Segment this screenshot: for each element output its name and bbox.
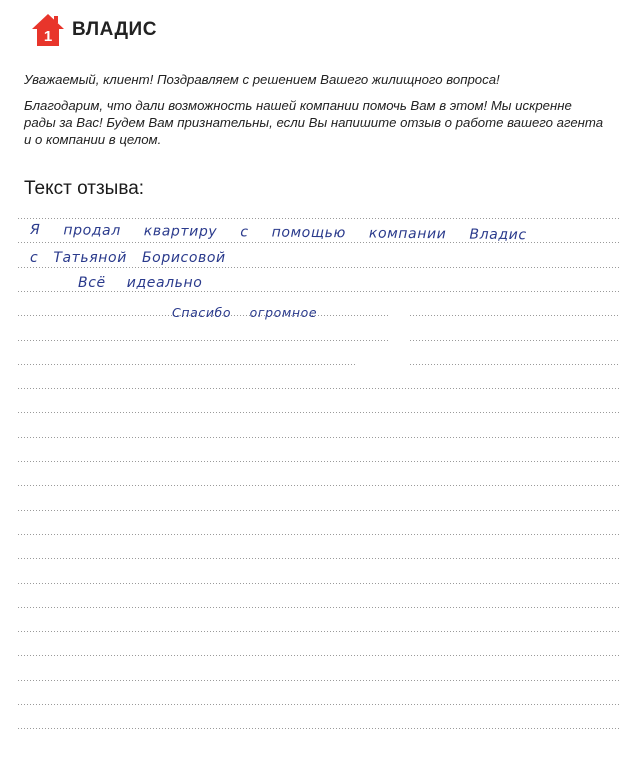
review-title: Текст отзыва:: [24, 178, 145, 199]
logo-digit: 1: [43, 28, 53, 45]
brand-name: ВЛАДИС: [72, 19, 157, 40]
thanks-text: Благодарим, что дали возможность нашей компании помочь Вам в этом! Мы искренне рады за Вас! Будем Вам признательны, если Вы напишите отзыв о работе вашего агента и о компании в целом.: [24, 98, 604, 147]
handwritten-line: Спасибо огромное: [172, 305, 318, 320]
greeting-text: Уважаемый, клиент! Поздравляем с решением Вашего жилищного вопроса!: [24, 72, 500, 87]
handwritten-line: с Татьяной Борисовой: [30, 250, 226, 266]
handwritten-line: Всё идеально: [78, 275, 203, 291]
handwritten-line: Я продал квартиру с помощью компании Владис: [29, 222, 527, 244]
